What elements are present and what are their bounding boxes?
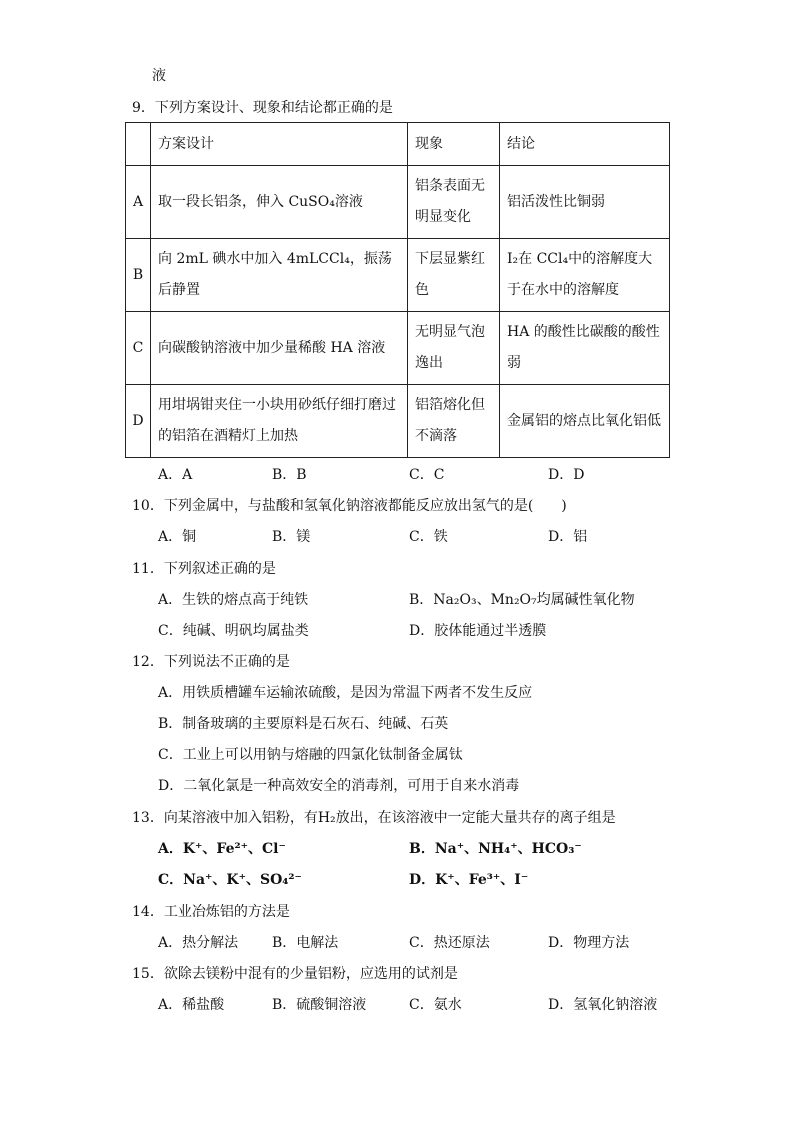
row-phenomenon: 铝条表面无明显变化: [408, 166, 500, 239]
question-10-stem: 10．下列金属中，与盐酸和氢氧化钠溶液都能反应放出氢气的是( ): [132, 498, 567, 514]
question-15-stem: 15．欲除去镁粉中混有的少量铝粉，应选用的试剂是: [132, 966, 458, 982]
q11-option-c[interactable]: C．纯碱、明矾均属盐类: [158, 623, 309, 639]
q13-option-c[interactable]: C．Na⁺、K⁺、SO₄²⁻: [158, 872, 302, 888]
q9-option-c[interactable]: C．C: [409, 467, 445, 483]
table-header-row: [126, 123, 670, 166]
row-label: D: [126, 385, 151, 458]
q15-option-c[interactable]: C．氨水: [409, 997, 462, 1013]
table-row: [126, 385, 670, 458]
row-conclusion: 铝活泼性比铜弱: [500, 166, 670, 239]
row-design: 向碳酸钠溶液中加少量稀酸 HA 溶液: [151, 312, 408, 385]
question-9-table: [125, 122, 670, 458]
row-phenomenon: 铝箔熔化但不滴落: [408, 385, 500, 458]
row-conclusion: HA 的酸性比碳酸的酸性弱: [500, 312, 670, 385]
row-label: B: [126, 239, 151, 312]
q12-option-a[interactable]: A．用铁质槽罐车运输浓硫酸，是因为常温下两者不发生反应: [158, 685, 533, 701]
table-header-phenomenon: 现象: [408, 123, 500, 166]
q9-option-b[interactable]: B．B: [272, 467, 307, 483]
table-header-blank: [126, 123, 151, 166]
table-row: [126, 239, 670, 312]
question-12-stem: 12．下列说法不正确的是: [132, 654, 290, 670]
q15-option-b[interactable]: B．硫酸铜溶液: [272, 997, 367, 1013]
row-design: 向 2mL 碘水中加入 4mLCCl₄，振荡后静置: [151, 239, 408, 312]
row-design: 取一段长铝条，伸入 CuSO₄溶液: [151, 166, 408, 239]
q10-option-b[interactable]: B．镁: [272, 529, 311, 545]
q9-option-d[interactable]: D．D: [548, 467, 585, 483]
q14-option-c[interactable]: C．热还原法: [409, 935, 490, 951]
row-phenomenon: 无明显气泡逸出: [408, 312, 500, 385]
q11-option-a[interactable]: A．生铁的熔点高于纯铁: [158, 592, 309, 608]
q13-option-d[interactable]: D．K⁺、Fe³⁺、I⁻: [409, 872, 529, 888]
row-label: A: [126, 166, 151, 239]
q14-option-b[interactable]: B．电解法: [272, 935, 339, 951]
row-conclusion: 金属铝的熔点比氧化铝低: [500, 385, 670, 458]
question-9-stem: 9．下列方案设计、现象和结论都正确的是: [132, 100, 393, 116]
q13-option-b[interactable]: B．Na⁺、NH₄⁺、HCO₃⁻: [409, 841, 582, 857]
table-row: [126, 312, 670, 385]
q11-option-d[interactable]: D．胶体能通过半透膜: [409, 623, 547, 639]
q14-option-d[interactable]: D．物理方法: [548, 935, 630, 951]
q10-option-d[interactable]: D．铝: [548, 529, 588, 545]
q12-option-b[interactable]: B．制备玻璃的主要原料是石灰石、纯碱、石英: [158, 716, 449, 732]
row-label: C: [126, 312, 151, 385]
question-11-stem: 11．下列叙述正确的是: [132, 561, 276, 577]
question-13-stem: 13．向某溶液中加入铝粉，有H₂放出，在该溶液中一定能大量共存的离子组是: [132, 810, 616, 826]
q10-option-a[interactable]: A．铜: [158, 529, 197, 545]
q9-option-a[interactable]: A．A: [158, 467, 193, 483]
table-header-design: 方案设计: [151, 123, 408, 166]
q13-option-a[interactable]: A．K⁺、Fe²⁺、Cl⁻: [158, 841, 286, 857]
q14-option-a[interactable]: A．热分解法: [158, 935, 239, 951]
row-phenomenon: 下层显紫红色: [408, 239, 500, 312]
table-row: [126, 166, 670, 239]
q12-option-d[interactable]: D．二氧化氯是一种高效安全的消毒剂，可用于自来水消毒: [158, 778, 520, 794]
q10-option-c[interactable]: C．铁: [409, 529, 448, 545]
row-conclusion: I₂在 CCl₄中的溶解度大于在水中的溶解度: [500, 239, 670, 312]
continued-fragment: 液: [152, 68, 166, 84]
q11-option-b[interactable]: B．Na₂O₃、Mn₂O₇均属碱性氧化物: [409, 592, 635, 608]
q15-option-d[interactable]: D．氢氧化钠溶液: [548, 997, 658, 1013]
q15-option-a[interactable]: A．稀盐酸: [158, 997, 225, 1013]
table-header-conclusion: 结论: [500, 123, 670, 166]
row-design: 用坩埚钳夹住一小块用砂纸仔细打磨过的铝箔在酒精灯上加热: [151, 385, 408, 458]
question-14-stem: 14．工业冶炼铝的方法是: [132, 904, 290, 920]
q12-option-c[interactable]: C．工业上可以用钠与熔融的四氯化钛制备金属钛: [158, 747, 463, 763]
